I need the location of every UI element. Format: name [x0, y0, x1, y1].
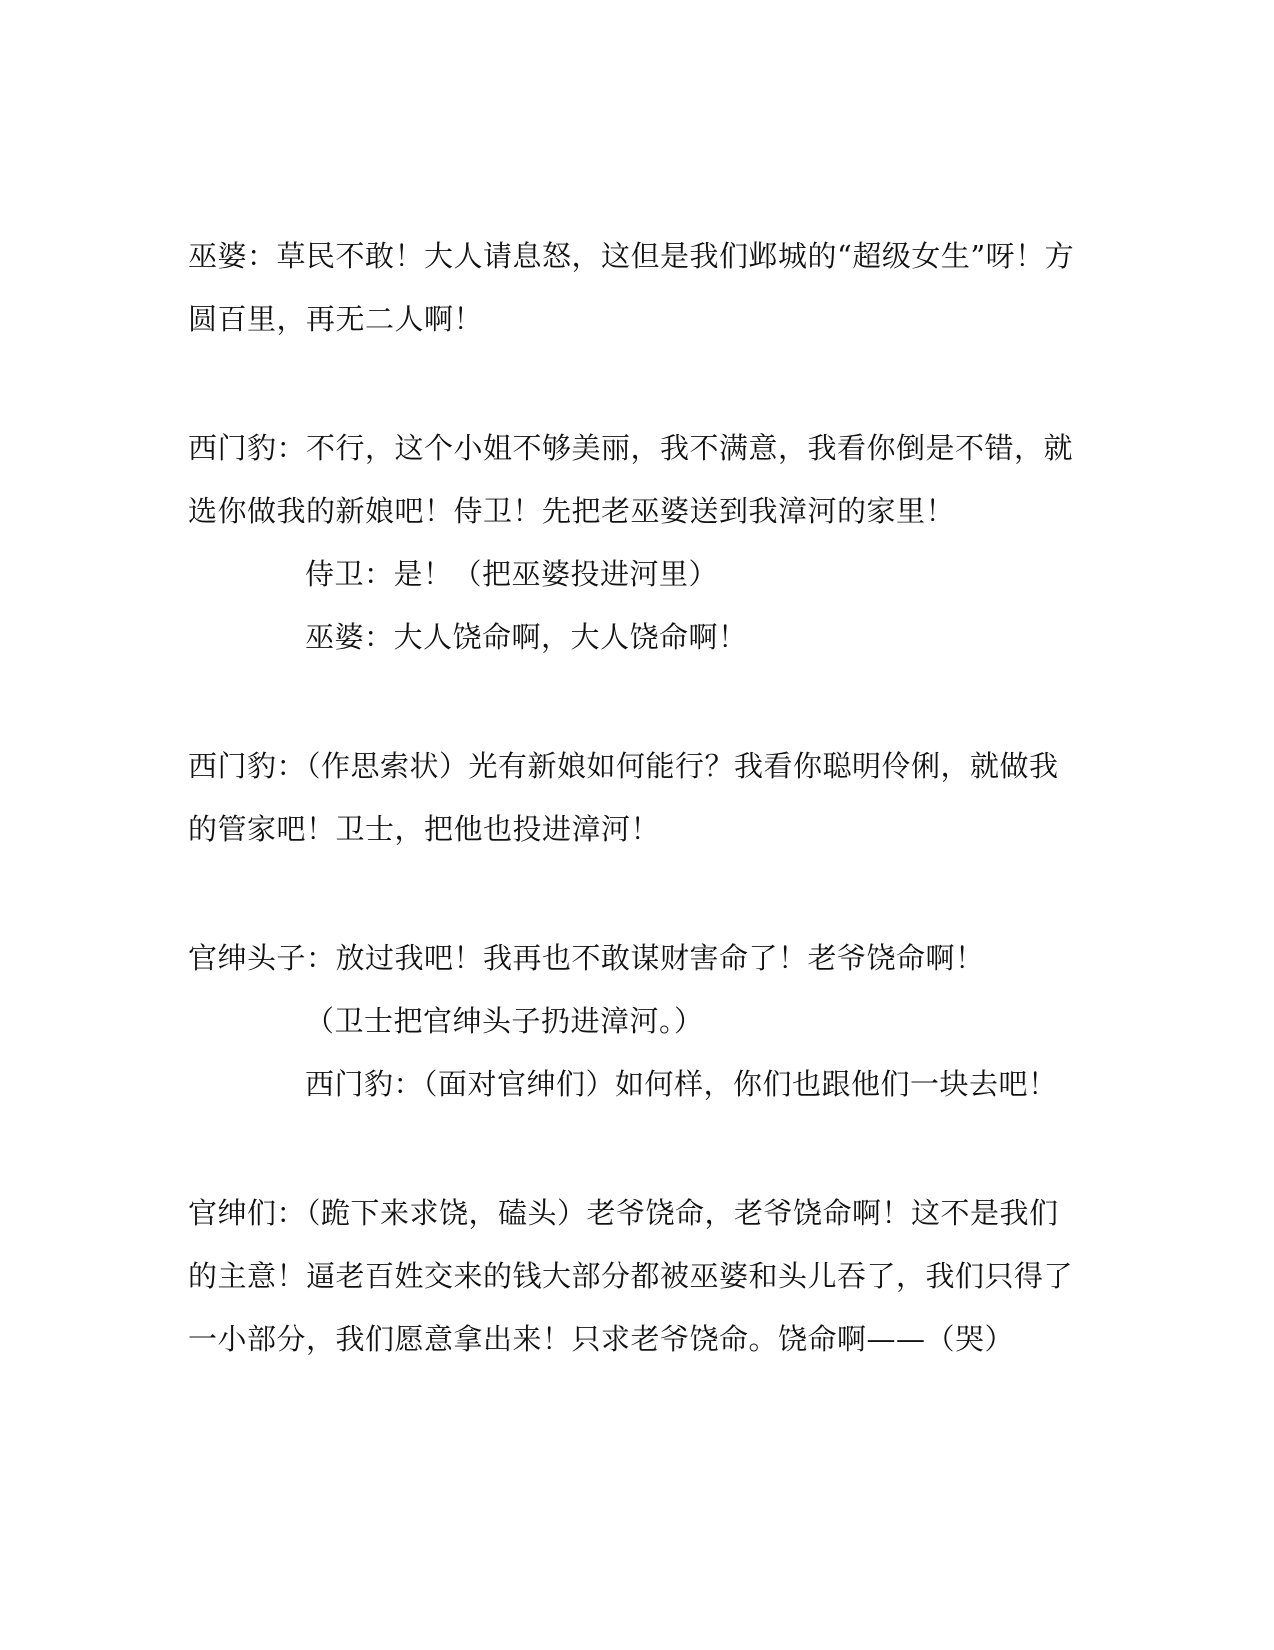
text-line: 官绅们：（跪下来求饶，磕头）老爷饶命，老爷饶命啊！这不是我们: [188, 1196, 1059, 1230]
text-line: 官绅头子：放过我吧！我再也不敢谋财害命了！老爷饶命啊！: [188, 941, 985, 975]
text-line: 一小部分，我们愿意拿出来！只求老爷饶命。饶命啊——（哭）: [188, 1322, 1015, 1356]
text-line: 侍卫：是！（把巫婆投进河里）: [305, 557, 719, 591]
text-line: 的主意！逼老百姓交来的钱大部分都被巫婆和头儿吞了，我们只得了: [188, 1259, 1074, 1293]
text-line: 西门豹：（面对官绅们）如何样，你们也跟他们一块去吧！: [305, 1067, 1058, 1101]
text-line: 巫婆：大人饶命啊，大人饶命啊！: [305, 620, 748, 654]
text-line: 圆百里，再无二人啊！: [188, 302, 484, 336]
text-line: 的管家吧！卫士，把他也投进漳河！: [188, 812, 661, 846]
text-line: 选你做我的新娘吧！侍卫！先把老巫婆送到我漳河的家里！: [188, 494, 956, 528]
text-line: （卫士把官绅头子扔进漳河。）: [305, 1004, 704, 1038]
text-line: 西门豹：（作思索状）光有新娘如何能行？我看你聪明伶俐，就做我: [188, 749, 1059, 783]
text-line: 西门豹：不行，这个小姐不够美丽，我不满意，我看你倒是不错，就: [188, 431, 1074, 465]
text-line: 巫婆：草民不敢！大人请息怒，这但是我们邺城的“超级女生”呀！方: [188, 239, 1075, 273]
